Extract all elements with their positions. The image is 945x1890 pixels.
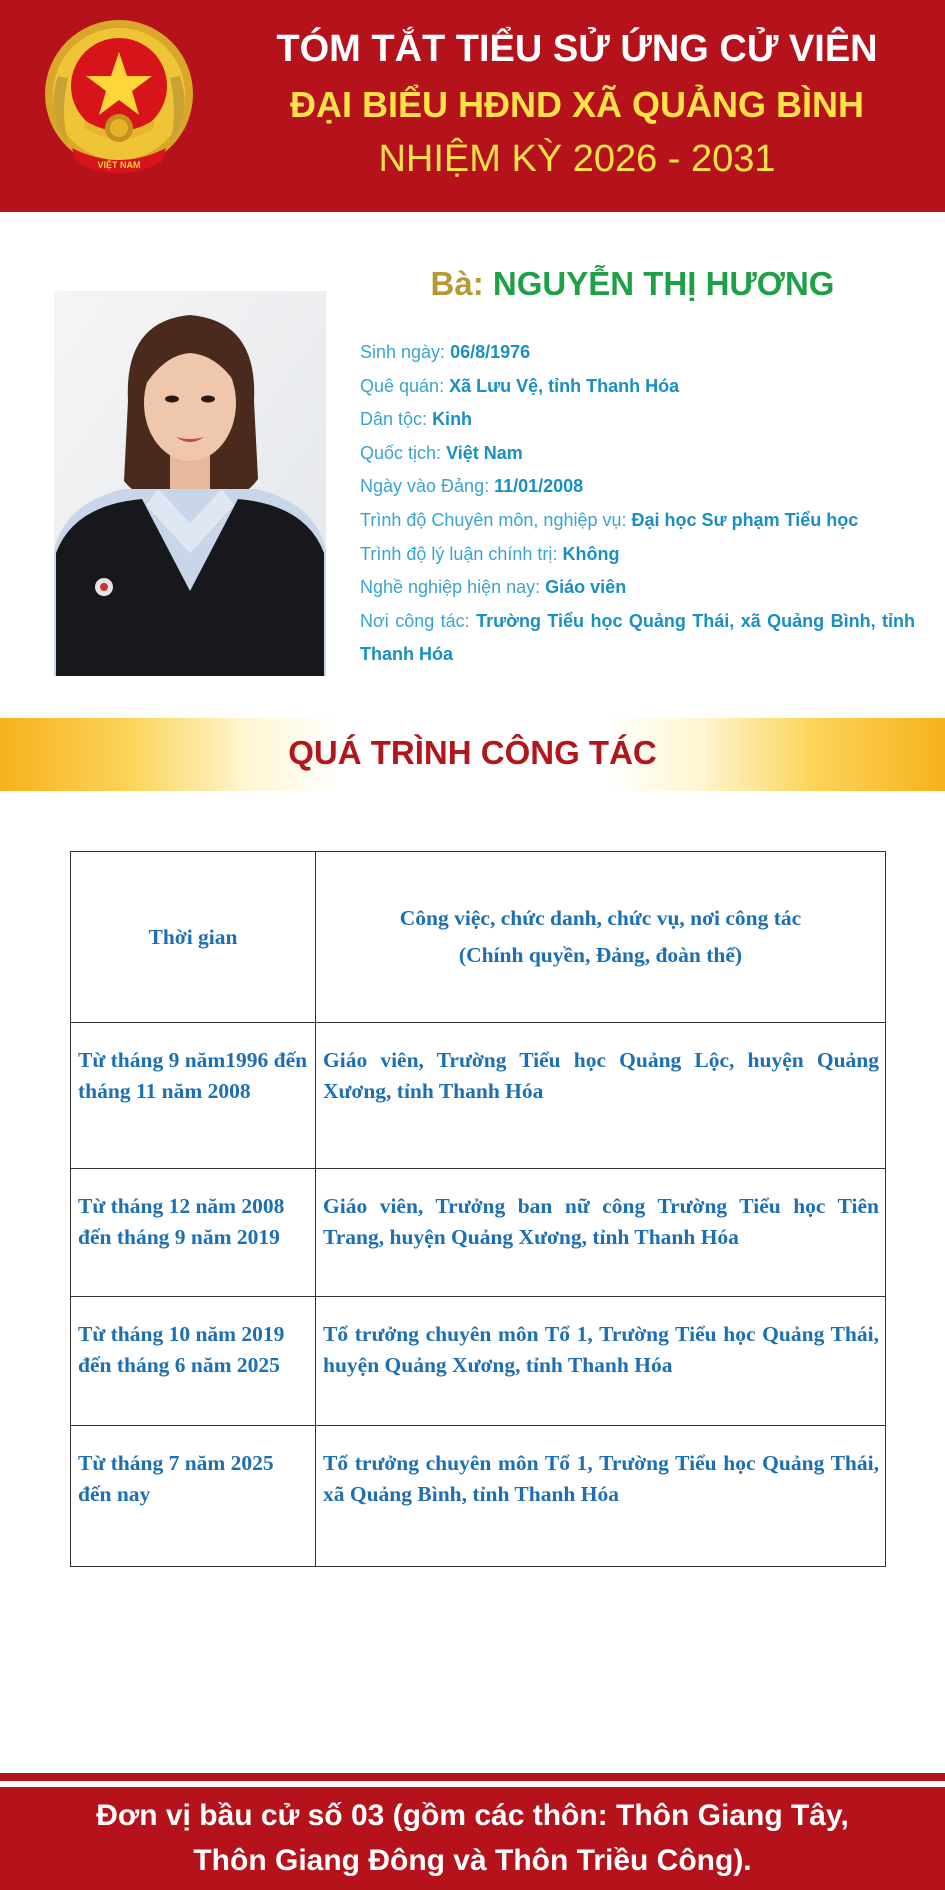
info-label: Dân tộc:: [360, 409, 428, 430]
info-label: Trình độ lý luận chính trị:: [360, 543, 558, 564]
table-cell-time: Từ tháng 7 năm 2025 đến nay: [71, 1426, 316, 1567]
info-label: Trình độ Chuyên môn, nghiệp vụ:: [360, 509, 627, 530]
info-label: Nghề nghiệp hiện nay:: [360, 577, 541, 598]
info-value: Trường Tiểu học Quảng Thái, xã Quảng Bình, tỉnh Thanh Hóa: [360, 610, 915, 665]
section-title: QUÁ TRÌNH CÔNG TÁC: [288, 734, 657, 771]
info-nationality: [360, 437, 915, 471]
info-hometown: [360, 370, 915, 404]
footer-divider: [0, 1773, 945, 1781]
candidate-name: NGUYỄN THỊ HƯƠNG: [492, 265, 835, 302]
table-header-time: Thời gian: [71, 852, 316, 1023]
table-row: [71, 1023, 886, 1169]
info-value: Không: [562, 543, 620, 564]
footer-text: [20, 1793, 925, 1883]
info-birthdate: [360, 336, 915, 370]
info-party-date: [360, 470, 915, 504]
table-header-work: [316, 852, 886, 1023]
table-cell-time: Từ tháng 10 năm 2019 đến tháng 6 năm 2025: [71, 1297, 316, 1426]
info-occupation: [360, 571, 915, 605]
emblem-text: VIỆT NAM: [97, 160, 141, 170]
footer-line2: Thôn Giang Đông và Thôn Triều Công).: [193, 1844, 752, 1877]
table-cell-work: Tổ trưởng chuyên môn Tổ 1, Trường Tiểu học Quảng Thái, huyện Quảng Xương, tỉnh Thanh Hóa: [316, 1297, 886, 1426]
table-row: [71, 1297, 886, 1426]
header-title-line1: TÓM TẮT TIỂU SỬ ỨNG CỬ VIÊN: [276, 28, 878, 70]
info-workplace: [360, 605, 915, 672]
info-ethnicity: [360, 403, 915, 437]
table-row: [71, 1426, 886, 1567]
info-qualification: [360, 504, 915, 538]
info-value: Việt Nam: [446, 442, 523, 463]
header-title-line3: NHIỆM KỲ 2026 - 2031: [378, 138, 776, 180]
candidate-photo: [54, 291, 326, 676]
info-value: Xã Lưu Vệ, tỉnh Thanh Hóa: [449, 375, 680, 396]
info-label: Quê quán:: [360, 375, 445, 396]
info-value: 06/8/1976: [450, 342, 531, 362]
info-label: Ngày vào Đảng:: [360, 476, 490, 497]
table-row: [71, 1169, 886, 1297]
header-title-line2: ĐẠI BIỂU HĐND XÃ QUẢNG BÌNH: [289, 84, 864, 125]
table-header-work-line2: (Chính quyền, Đảng, đoàn thể): [458, 943, 743, 967]
footer-line1: Đơn vị bầu cử số 03 (gồm các thôn: Thôn Giang Tây,: [96, 1799, 849, 1832]
candidate-name-heading: [330, 265, 935, 303]
info-value: 11/01/2008: [494, 476, 584, 497]
info-political-theory: [360, 538, 915, 572]
info-value: Kinh: [432, 409, 473, 430]
info-label: Quốc tịch:: [360, 442, 442, 463]
career-table: [70, 851, 886, 1567]
table-header-work-line1: Công việc, chức danh, chức vụ, nơi công tác: [399, 906, 802, 930]
table-header-row: [71, 852, 886, 1023]
candidate-title: Bà:: [430, 265, 484, 302]
candidate-info: [360, 336, 915, 672]
info-value: Giáo viên: [545, 577, 627, 598]
table-cell-time: Từ tháng 12 năm 2008 đến tháng 9 năm 2019: [71, 1169, 316, 1297]
info-label: Sinh ngày:: [360, 342, 446, 362]
table-cell-work: Giáo viên, Trưởng ban nữ công Trường Tiểu học Tiên Trang, huyện Quảng Xương, tỉnh Thanh Hóa: [316, 1169, 886, 1297]
table-cell-work: Tổ trưởng chuyên môn Tổ 1, Trường Tiểu học Quảng Thái, xã Quảng Bình, tỉnh Thanh Hóa: [316, 1426, 886, 1567]
table-cell-time: Từ tháng 9 năm1996 đến tháng 11 năm 2008: [71, 1023, 316, 1169]
table-cell-work: Giáo viên, Trường Tiểu học Quảng Lộc, huyện Quảng Xương, tỉnh Thanh Hóa: [316, 1023, 886, 1169]
info-value: Đại học Sư phạm Tiểu học: [631, 509, 859, 530]
info-label: Nơi công tác:: [360, 610, 470, 631]
national-emblem-icon: [38, 16, 200, 184]
